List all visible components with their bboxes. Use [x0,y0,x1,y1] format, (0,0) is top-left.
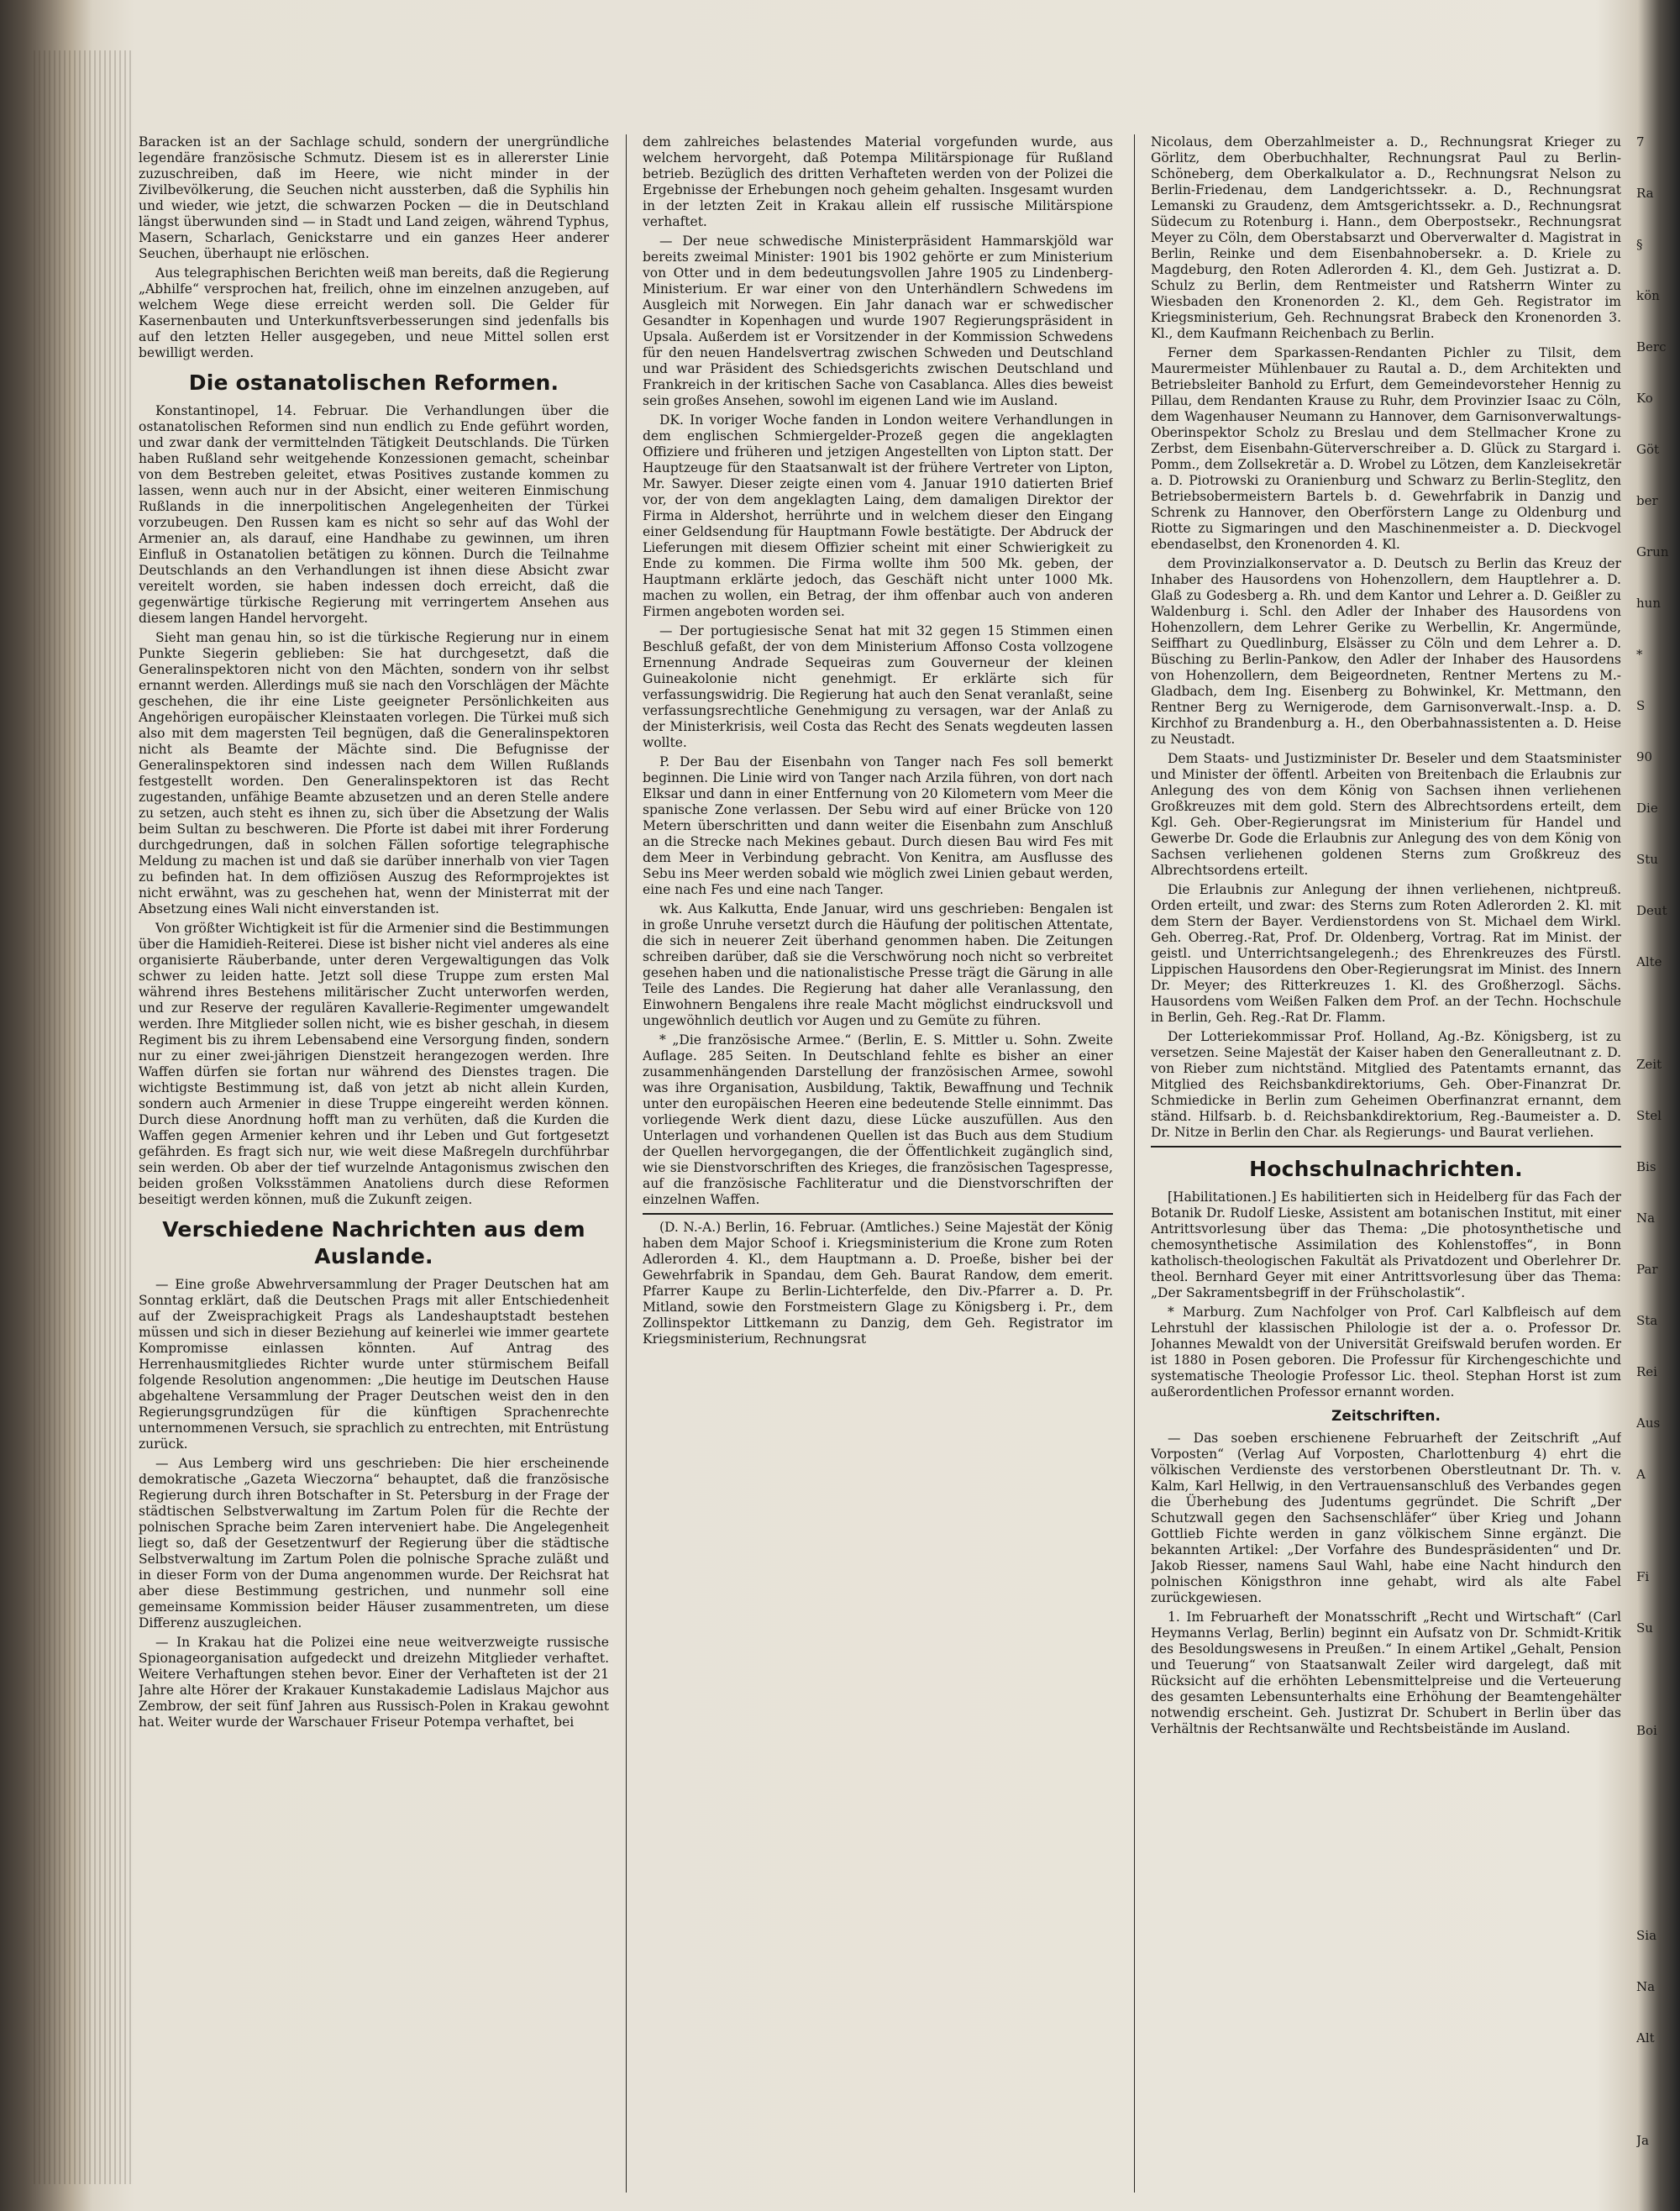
article-text: Nicolaus, dem Oberzahlmeister a. D., Rechnungsrat Krieger zu Görlitz, dem Oberbuchhalter, Rechnungsrat Paul zu Berlin-Schöneberg, dem Oberkalkulator a. D., Rechnungsrat Nelson zu Berlin-Friedenau, dem Landgerichtssekr. a. D., Rechnungsrat Lemanski zu Graudenz, dem Amtsgerichtssekr. a. D., Rechnungsrat Südecum zu Rotenburg i. Hann., dem Oberpostsekr., Rechnungsrat Meyer zu Cöln, dem Oberstabsarzt und Oberverwalter d. Magistrat in Berlin, Reinke und dem Eisenbahnobersekr. a. D. Kriele zu Magdeburg, den Roten Adlerorden 4. Kl., dem Geh. Justizrat a. D. Schulz zu Berlin, dem Rentmeister und Ratsherrn Winter zu Wiesbaden den Kronenorden 2. Kl., dem Geh. Registrator im Kriegsministerium, Geh. Rechnungsrat Brabeck den Kronenorden 3. Kl., dem Kaufmann Reichenbach zu Berlin. [1151,134,1621,341]
strip-fragment: kön [1636,288,1660,303]
strip-fragment: Ko [1636,391,1653,406]
column-rule-2 [1134,134,1135,2193]
column-1 [139,134,609,2193]
article-text: [Habilitationen.] Es habilitierten sich in Heidelberg für das Fach der Botanik Dr. Rudolf Lieske, Assistent am botanischen Institut, mit einer Antrittsvorlesung über das Thema: „Die photosynthetische und chemosynthetische Assimilation des Kohlenstoffes“, in Bonn katholisch-theologischen Fakultät als Privatdozent und Oberlehrer Dr. theol. Bernhard Geyer mit einer Antrittsvorlesung über das Thema: „Der Sakramentsbegriff in der Frühscholastik“. [1151,1190,1621,1300]
strip-fragment [1636,1774,1678,1790]
strip-fragment: Alt [1636,2030,1655,2046]
article-text: — Aus Lemberg wird uns geschrieben: Die hier erscheinende demokratische „Gazeta Wieczorna“ behauptet, daß die französische Regierung durch ihren Botschafter in St. Petersburg in der Frage der städtischen Selbstverwaltung im Zartum Polen für die Rechte der polnischen Sprache beim Zaren interveniert habe. Die Angelegenheit liegt so, daß der Gesetzentwurf der Regierung über die städtische Selbstverwaltung im Zartum Polen die polnische Sprache zuläßt und in dieser Form von der Duma angenommen wurde. Der Reichsrat hat aber diese Bestimmung gestrichen, und nunmehr soll eine gemeinsame Kommission beider Häuser zusammentreten, um diese Differenz auszugleichen. [139,1456,609,1631]
article-text: — In Krakau hat die Polizei eine neue weitverzweigte russische Spionageorganisation aufgedeckt und dreizehn Mitglieder verhaftet. Weitere Verhaftungen stehen bevor. Einer der Verhafteten ist der 21 Jahre alte Hörer der Krakauer Kunstakademie Ladislaus Majchor aus Zembrow, der seit fünf Jahren aus Russisch-Polen in Krakau gewohnt hat. Weiter wurde der Warschauer Friseur Potempa verhaftet, bei [139,1635,609,1730]
strip-fragment: Ja [1636,2133,1649,2148]
section-heading: Die ostanatolischen Reformen. [188,370,559,395]
article-text: DK. In voriger Woche fanden in London weitere Verhandlungen in dem englischen Schmiergelder-Prozeß gegen die angeklagten Offiziere und früheren und jetzigen Angestellten von Lipton statt. Der Hauptzeuge für den Staatsanwalt ist der frühere Vertreter von Lipton, Mr. Sawyer. Dieser zeigte einen vom 4. Januar 1910 datierten Brief vor, der von dem angeklagten Laing, dem damaligen Direktor der Firma in Aldershot, herrührte und in welchem dieser den Eingang einer Geldsendung für Hauptmann Fowle bestätigte. Der Abdruck der Lieferungen mit diesem Offizier scheint mit einer Schwierigkeit zu Ende zu kommen. Die Firma wollte ihm 500 Mk. geben, der Hauptmann erklärte jedoch, das Geschäft nicht unter 1000 Mk. machen zu wollen, ein Betrag, der ihm offenbar auch von anderen Firmen angeboten worden sei. [643,412,1113,619]
article-text: Baracken ist an der Sachlage schuld, sondern der unergründliche legendäre französische Schmutz. Diesem ist es in allererster Linie zuzuschreiben, daß im Heere, wie nicht minder in der Zivilbevölkerung, die Seuchen nicht aussterben, daß die Syphilis hin und wieder, wie jetzt, die schwarzen Pocken — die in Deutschland längst überwunden sind — in Stadt und Land zeigen, während Typhus, Masern, Scharlach, Genickstarre und ein ganzes Heer anderer Seuchen, überhaupt nie erlöschen. [139,134,609,261]
strip-fragment: * [1636,647,1643,662]
adjacent-page-strip [1636,134,1678,2193]
article-text: dem zahlreiches belastendes Material vorgefunden wurde, aus welchem hervorgeht, daß Potempa Militärspionage für Rußland betrieb. Bezüglich des dritten Verhafteten werden von der Polizei die Ergebnisse der Erhebungen noch geheim gehalten. Insgesamt wurden in der letzten Zeit in Krakau allein elf russische Militärspione verhaftet. [643,134,1113,229]
strip-fragment: Stel [1636,1108,1662,1123]
strip-fragment: Grun [1636,544,1669,559]
newspaper-page [139,134,1625,2193]
section-divider [1151,1146,1621,1148]
strip-fragment: Zeit [1636,1057,1662,1072]
strip-fragment: Fi [1636,1569,1650,1584]
article-text: 1. Im Februarheft der Monatsschrift „Recht und Wirtschaft“ (Carl Heymanns Verlag, Berlin) beginnt ein Aufsatz von Dr. Schmidt-Kritik des Besoldungswesens in Preußen.“ In einem Artikel „Gehalt, Pension und Teuerung“ von Staatsanwalt Zeiler wird dargelegt, daß mit Rücksicht auf die erhöhten Lebensmittelpreise und die Verteuerung des gesamten Lebensunterhalts eine Erhöhung der Beamtengehälter notwendig erscheint. Geh. Justizrat Dr. Schubert in Berlin über das Verhältnis der Rechtsanwälte und Rechtsbeistände im Ausland. [1151,1610,1621,1736]
article-text: * Marburg. Zum Nachfolger von Prof. Carl Kalbfleisch auf dem Lehrstuhl der klassischen Philologie ist der a. o. Professor Dr. Johannes Mewaldt von der Universität Greifswald berufen worden. Er ist 1880 in Posen geboren. Die Professur für Kirchengeschichte und systematische Theologie Professor Lic. theol. Stephan Horst ist zum außerordentlichen Professor ernannt worden. [1151,1305,1621,1400]
strip-fragment: § [1636,237,1643,252]
article-text: Sieht man genau hin, so ist die türkische Regierung nur in einem Punkte Siegerin geblieben: Sie hat durchgesetzt, daß die Generalinspektoren nicht von den Mächten, sondern von ihr selbst ernannt werden. Allerdings muß sie nach den Vorschlägen der Mächte geschehen, die ihr eine Liste geeigneter Persönlichkeiten aus Angehörigen europäischer Kleinstaaten vorlegen. Die Türkei muß sich also mit dem magersten Teil begnügen, daß die Generalinspektoren nicht als Beamte der Mächte sind. Die Befugnisse der Generalinspektoren sind indessen nach dem Willen Rußlands festgestellt worden. Den Generalinspektoren ist das Recht zugestanden, unfähige Beamte abzusetzen und an deren Stelle andere zu setzen, auch steht es ihnen zu, sich über die Absetzung der Walis beim Sultan zu beschweren. Die Pforte ist dabei mit ihrer Forderung durchgedrungen, daß in solchen Fällen sofortige telegraphische Meldung zu machen ist und daß sie darüber innerhalb von vier Tagen zu befinden hat. In dem offiziösen Auszug des Reformprojektes ist nicht erwähnt, was zu geschehen hat, wenn der Ministerrat mit der Absetzung eines Wali nicht einverstanden ist. [139,630,609,916]
strip-fragment: Par [1636,1262,1658,1277]
strip-fragment: Boi [1636,1723,1657,1738]
article-text: — Eine große Abwehrversammlung der Prager Deutschen hat am Sonntag erklärt, daß die Deutschen Prags mit aller Entschiedenheit auf der Zweisprachigkeit Prags als Landeshauptstadt bestehen müssen und sich in dieser Beziehung auf keinerlei wie immer geartete Kompromisse einlassen könnten. Auf Antrag des Herrenhausmitgliedes Richter wurde unter stürmischem Beifall folgende Resolution angenommen: „Die heutige im Deutschen Hause abgehaltene Versammlung der Prager Deutschen weist den in den Regierungsgrundzügen für die künftigen Sprachenrechte unternommenen Versuch, sie sprachlich zu entrechten, mit Entrüstung zurück. [139,1277,609,1452]
strip-fragment [1636,1825,1678,1841]
strip-fragment [1636,1518,1678,1534]
article-text: Dem Staats- und Justizminister Dr. Beseler und dem Staatsminister und Minister der öffentl. Arbeiten von Breitenbach die Erlaubnis zur Anlegung des von dem König von Sachsen ihnen verliehenen Großkreuzes mit dem gold. Stern des Albrechtsordens erteilt, dem Kgl. Geh. Ober-Regierungsrat im Ministerium für Handel und Gewerbe Dr. Gode die Erlaubnis zur Anlegung des von dem König von Sachsen verliehenen goldenen Sterns zum Großkreuz des Albrechtsordens erteilt. [1151,751,1621,878]
strip-fragment: S [1636,698,1646,713]
strip-fragment: Rei [1636,1364,1657,1379]
strip-fragment: Stu [1636,852,1658,867]
strip-fragment: Alte [1636,954,1662,969]
section-divider [643,1213,1113,1215]
strip-fragment [1636,1006,1678,1021]
article-text: — Das soeben erschienene Februarheft der Zeitschrift „Auf Vorposten“ (Verlag Auf Vorposten, Charlottenburg 4) ehrt die völkischen Verdienste des verstorbenen Oberstleutnant Dr. Th. v. Kalm, Karl Hellwig, in den Vertrauensanschluß des Verbandes gegen die Überhebung des Judentums gegründet. Die Schrift „Der Schutzwall gegen den Sachsenschläfer“ über Krieg und Johann Gottlieb Fichte werden in ganz völkischem Sinne ergänzt. Die bekannten Artikel: „Der Vorfahre des Bundespräsidenten“ und Dr. Jakob Riesser, namens Saul Wahl, habe eine Nacht hindurch den polnischen Königsthron inne gehabt, wird als alte Fabel zurückgewiesen. [1151,1431,1621,1605]
strip-fragment: Ra [1636,186,1654,201]
strip-fragment: 90 [1636,749,1653,764]
strip-fragment: Göt [1636,442,1660,457]
strip-fragment: Na [1636,1211,1656,1226]
column-2 [643,134,1113,2193]
section-heading: Verschiedene Nachrichten aus dem Auslande. [162,1217,585,1268]
article-text: wk. Aus Kalkutta, Ende Januar, wird uns geschrieben: Bengalen ist in große Unruhe versetzt durch die Häufung der politischen Attentate, die sich in neuerer Zeit überhand genommen haben. Die Zeitungen schreiben darüber, daß sie die Verschwörung noch nicht so verbreitet gesehen haben und die nationalistische Presse trägt die Gärung in alle Teile des Landes. Die Regierung hat daher alle Veranlassung, den Einwohnern Bengalens ihre reale Macht möglichst eindrucksvoll und ungewöhnlich deutlich vor Augen und zu Gemüte zu führen. [643,901,1113,1028]
article-text: P. Der Bau der Eisenbahn von Tanger nach Fes soll bemerkt beginnen. Die Linie wird von Tanger nach Arzila führen, von dort nach Elksar und dann in einer Entfernung von 20 Kilometern vom Meer die spanische Zone verlassen. Der Sebu wird auf einer Brücke von 120 Metern überschritten und dann weiter die Eisenbahn zum Anschluß an die Strecke nach Mekines gebaut. Durch diesen Bau wird Fes mit dem Meer in Verbindung gebracht. Von Kenitra, am Ausflusse des Sebu ins Meer werden sobald wie möglich zwei Linien gebaut werden, eine nach Fes und eine nach Tanger. [643,754,1113,897]
strip-fragment: A [1636,1467,1646,1482]
article-text: Der Lotteriekommissar Prof. Holland, Ag.-Bz. Königsberg, ist zu versetzen. Seine Majestät der Kaiser haben den Generalleutnant z. D. von Rieber zum nichtständ. Mitglied des Patentamts ernannt, das Mitglied des Reichsbankdirektoriums, Geh. Ober-Finanzrat Dr. Schmiedicke in Berlin zum Geheimen Oberfinanzrat ernannt, dem ständ. Hilfsarb. b. d. Reichsbankdirektorium, Reg.-Baumeister a. D. Dr. Nitze in Berlin den Char. als Regierungs- und Baurat verliehen. [1151,1029,1621,1140]
strip-fragment: 7 [1636,134,1645,150]
section-heading: Hochschulnachrichten. [1249,1157,1523,1181]
strip-fragment: Sta [1636,1313,1658,1328]
book-edge [34,50,134,2184]
section-heading: Zeitschriften. [1331,1408,1441,1425]
strip-fragment: Die [1636,801,1658,816]
article-text: * „Die französische Armee.“ (Berlin, E. S. Mittler u. Sohn. Zweite Auflage. 285 Seiten. In Deutschland fehlte es bisher an einer zusammenhängenden Darstellung der französischen Armee, sowohl was ihre Organisation, Ausbildung, Taktik, Bewaffnung und Technik unter den europäischen Heeren eine bedeutende Stelle einnimmt. Das vorliegende Werk dient dazu, diese Lücke auszufüllen. Aus den Unterlagen und vorhandenen Quellen ist das Buch aus dem Studium der Quellen hervorgegangen, die der Öffentlichkeit zugänglich sind, wie sie Dienstvorschriften des Krieges, die französischen Tagespresse, auf die französische Fachliteratur und die Dienstvorschriften der einzelnen Waffen. [643,1032,1113,1207]
strip-fragment [1636,1672,1678,1688]
official-dispatch: (D. N.-A.) Berlin, 16. Februar. (Amtliches.) Seine Majestät der König haben dem Major Schoof i. Kriegsministerium die Krone zum Roten Adlerorden 4. Kl., dem Hauptmann a. D. Proeße, bisher bei der Gewehrfabrik in Spandau, dem Geh. Baurat Randow, dem emerit. Pfarrer Kaupe zu Berlin-Lichterfelde, den Div.-Pfarrer a. D. Pr. Mitland, sowie den Forstmeistern Glage zu Königsberg i. Pr., dem Zollinspektor Littkemann zu Danzig, dem Geh. Registrator im Kriegsministerium, Rechnungsrat [643,1220,1113,1347]
article-text: Konstantinopel, 14. Februar. Die Verhandlungen über die ostanatolischen Reformen sind nun endlich zu Ende geführt worden, und zwar dank der vermittelnden Tätigkeit Deutschlands. Die Türken haben Rußland sehr weitgehende Konzessionen gemacht, scheinbar von dem Bestreben geleitet, etwas Positives zustande kommen zu lassen, wenn auch nur in der Absicht, einer weiteren Einmischung Rußlands in die innerpolitischen Angelegenheiten der Türkei vorzubeugen. Den Russen kam es nicht so sehr auf das Wohl der Armenier an, als darauf, eine Handhabe zu gewinnen, um ihren Einfluß in Ostanatolien betätigen zu können. Durch die Teilnahme Deutschlands an den Verhandlungen ist ihnen diese Absicht zwar vereitelt worden, sie haben indessen doch erreicht, daß die gegenwärtige türkische Regierung mit verringertem Ansehen aus diesem langen Handel hervorgeht. [139,403,609,626]
strip-fragment: Aus [1636,1415,1661,1431]
strip-fragment: Deut [1636,903,1667,918]
article-text: dem Provinzialkonservator a. D. Deutsch zu Berlin das Kreuz der Inhaber des Hausordens von Hohenzollern, dem Hauptlehrer a. D. Glaß zu Godesberg a. Rh. und dem Kantor und Lehrer a. D. Geißler zu Waldenburg i. Schl. den Adler der Inhaber des Hausordens von Hohenzollern, dem Lehrer Gerike zu Werbellin, Kr. Angermünde, Seiffhart zu Quedlinburg, Elsässer zu Cöln und dem Lehrer a. D. Büsching zu Berlin-Pankow, den Adler der Inhaber des Hausordens von Hohenzollern, dem Beigeordneten, Rentner Mertens zu M.-Gladbach, dem Ing. Eisenberg zu Bohwinkel, Kr. Mettmann, den Rentner Berg zu Wernigerode, dem Garnisonverwalt.-Insp. a. D. Kirchhof zu Brandenburg a. H., den Oberbahnassistenten a. D. Heise zu Neustadt. [1151,556,1621,747]
strip-fragment: Berc [1636,339,1667,354]
strip-fragment: Bis [1636,1159,1656,1174]
strip-fragment: ber [1636,493,1658,508]
column-rule-1 [626,134,627,2193]
article-text: Aus telegraphischen Berichten weiß man bereits, daß die Regierung „Abhilfe“ versprochen hat, freilich, ohne im einzelnen anzugeben, auf welchem Wege diese erreicht werden soll. Die Gelder für Kasernenbauten und Unterkunftsverbesserungen sind jedenfalls bis auf den letzten Heller ausgegeben, und neue Mittel sollen erst bewilligt werden. [139,265,609,360]
article-text: Von größter Wichtigkeit ist für die Armenier sind die Bestimmungen über die Hamidieh-Reiterei. Diese ist bisher nicht viel anderes als eine organisierte Räuberbande, unter deren Vergewaltigungen das Volk schwer zu leiden hatte. Jetzt soll diese Truppe zum ersten Mal während ihres Bestehens militärischer Zucht unterworfen werden, und zur Reserve der regulären Kavallerie-Regimenter umgewandelt werden. Ihre Mitglieder sollen nicht, wie es bisher geschah, in diesem Regiment bis zu ihrem Lebensabend eine Versorgung finden, sondern nur zu einer zwei-jährigen Dienstzeit herangezogen werden. Ihre Waffen dürfen sie fortan nur während des Dienstes tragen. Die wichtigste Bestimmung ist, daß von jetzt ab nicht allein Kurden, sondern auch Armenier in diese Truppe eingereiht werden können. Durch diese Anordnung hofft man zu verhüten, daß die Kurden die Waffen gegen Armenier kehren und ihr Leben und Gut fortgesetzt gefährden. Es fragt sich nur, wie weit diese Maßregeln durchführbar sein werden. Ob aber der tief wurzelnde Antagonismus zwischen den beiden großen Volksstämmen Anatoliens durch diese Reformen beseitigt werden können, muß die Zukunft zeigen. [139,921,609,1207]
article-text: — Der neue schwedische Ministerpräsident Hammarskjöld war bereits zweimal Minister: 1901 bis 1902 gehörte er zum Ministerium von Otter und in dem bedeutungsvollen Jahre 1905 zu Lindenberg-Ministerium. Er war einer von den Unterhändlern Schwedens im Ausgleich mit Norwegen. Ein Jahr danach war er schwedischer Gesandter in Kopenhagen und wurde 1907 Regierungspräsident in Upsala. Außerdem ist er Vorsitzender in der Kommission Schwedens für den neuen Handelsvertrag zwischen Schweden und Deutschland und war Präsident des Schiedsgerichts zwischen Deutschland und Frankreich in der kritischen Sache von Casablanca. Alles dies beweist sein großes Ansehen, sowohl im eigenen Land wie im Ausland. [643,234,1113,408]
strip-fragment: Na [1636,1979,1656,1994]
strip-fragment: Su [1636,1620,1653,1636]
strip-fragment [1636,1877,1678,1893]
column-3 [1151,134,1621,2193]
strip-fragment: hun [1636,596,1661,611]
strip-fragment [1636,2082,1678,2098]
article-text: — Der portugiesische Senat hat mit 32 gegen 15 Stimmen einen Beschluß gefaßt, der von dem Ministerium Affonso Costa vollzogene Ernennung Andrade Sequeiras zum Gouverneur der kleinen Guineakolonie nicht genehmigt. Er erklärte sich für verfassungswidrig. Die Regierung hat auch den Senat veranlaßt, seine verfassungsrechtliche Genehmigung zu versagen, war der Anlaß zu der Ministerkrisis, weil Costa das Recht des Senats wegdeuten lassen wollte. [643,623,1113,750]
strip-fragment: Sia [1636,1928,1657,1943]
article-text: Ferner dem Sparkassen-Rendanten Pichler zu Tilsit, dem Maurermeister Mühlenbauer zu Rautal a. D., dem Architekten und Betriebsleiter Banhold zu Erfurt, dem Gemeindevorsteher Hennig zu Pillau, dem Rendanten Krause zu Ruhr, dem Provinzier Isaac zu Cöln, dem Wagenhauser Neumann zu Hannover, dem Garnisonverwaltungs-Oberinspektor Scholz zu Breslau und dem Stellmacher Krone zu Zerbst, dem Eisenbahn-Güterverschreiber a. D. Glück zu Stargard i. Pomm., dem Zollsekretär a. D. Wrobel zu Lötzen, dem Kanzleisekretär a. D. Piotrowski zu Oranienburg und Schwarz zu Berlin-Steglitz, den Betriebsobermeistern Bartels b. d. Gewehrfabrik in Danzig und Schrenk zu Hannover, den Oberförstern Lange zu Oldenburg und Riotte zu Sigmaringen und den Maschinenmeister a. D. Dieckvogel ebendaselbst, den Kronenorden 4. Kl. [1151,345,1621,552]
article-text: Die Erlaubnis zur Anlegung der ihnen verliehenen, nichtpreuß. Orden erteilt, und zwar: des Sterns zum Roten Adlerorden 2. Kl. mit dem Stern der Bayer. Verdienstordens von St. Michael dem Wirkl. Geh. Oberreg.-Rat, Prof. Dr. Oldenberg, Vortrag. Rat im Minist. der geistl. und Unterrichtsangelegenh.; des Ehrenkreuzes des Fürstl. Lippischen Hausordens den Ober-Regierungsrat im Minist. des Innern Dr. Meyer; des Ritterkreuzes 1. Kl. des Großherzogl. Sächs. Hausordens vom Weißen Falken dem Prof. an der Techn. Hochschule in Berlin, Geh. Reg.-Rat Dr. Flamm. [1151,882,1621,1025]
